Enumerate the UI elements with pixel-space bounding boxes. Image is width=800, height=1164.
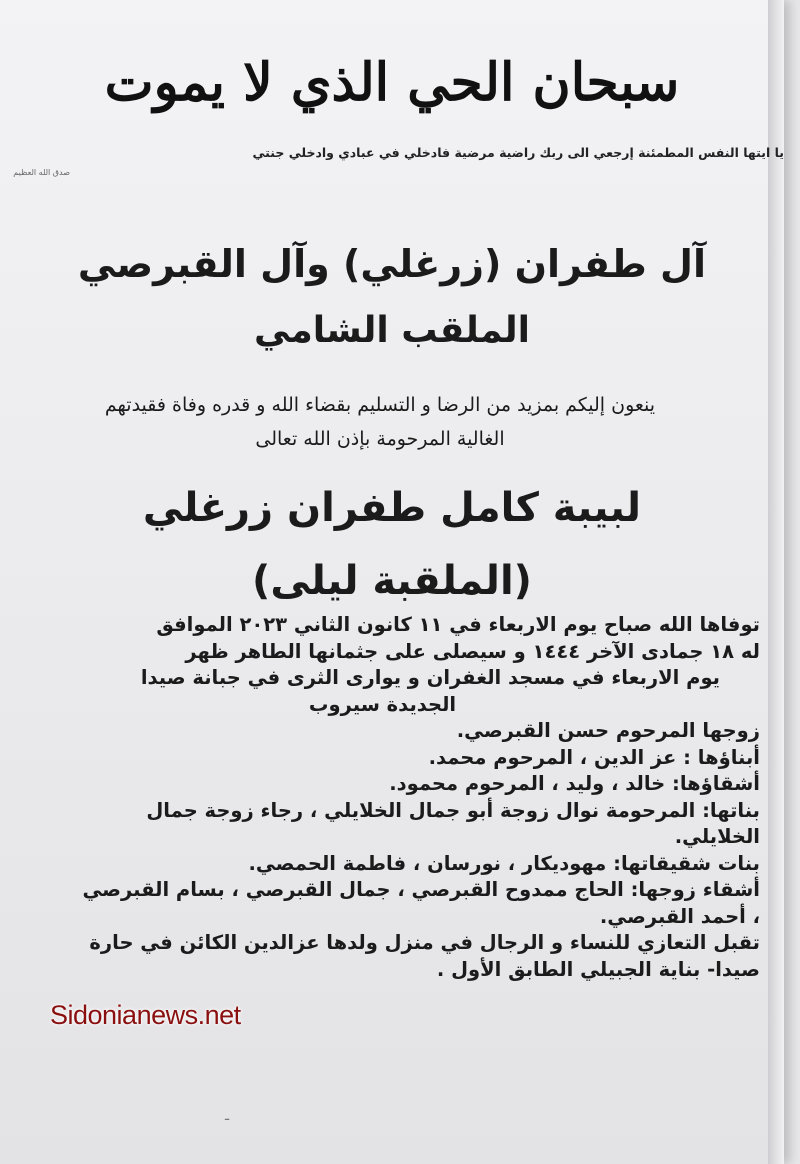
family-nickname: الملقب الشامي <box>254 310 530 351</box>
announcement-line-2: الغالية المرحومة بإذن الله تعالى <box>255 428 505 450</box>
family-title: آل طفران (زرغلي) وآل القبرصي <box>77 242 707 286</box>
calligraphy-header: سبحان الحي الذي لا يموت <box>104 52 680 113</box>
watermark: Sidonianews.net <box>50 1000 241 1030</box>
details-line-1: توفاها الله صباح يوم الاربعاء في ١١ كانون الثاني ٢٠٢٣ الموافق <box>156 613 760 636</box>
details-line-4: الجديدة سيروب <box>308 692 457 716</box>
daughters-line: بناتها: المرحومة نوال زوجة أبو جمال الخلايلي ، رجاء زوجة جمال الخلايلي. <box>146 798 760 848</box>
brothers-line: أشقاؤها: خالد ، وليد ، المرحوم محمود. <box>389 772 760 795</box>
obituary-body <box>70 612 760 983</box>
nieces-line: بنات شقيقاتها: مهوديكار ، نورسان ، فاطمة الحمصي. <box>248 851 760 875</box>
decorative-mark: ـ <box>225 1109 230 1124</box>
details-line-3: يوم الاربعاء في مسجد الغفران و يوارى الثرى في جبانة صيدا <box>140 666 720 689</box>
sons-line: أبناؤها : عز الدين ، المرحوم محمد. <box>428 745 760 769</box>
announcement <box>60 388 700 456</box>
details-line-2: له ١٨ جمادى الآخر ١٤٤٤ و سيصلى على جثمانها الطاهر ظهر <box>185 639 760 663</box>
verse-tail: صدق الله العظيم <box>13 168 70 177</box>
husband-line: زوجها المرحوم حسن القبرصي. <box>456 719 760 742</box>
condolences-line: تقبل التعازي للنساء و الرجال في منزل ولدها عزالدين الكائن في حارة صيدا- بناية الجبيلي الطابق الأول . <box>89 931 760 981</box>
deceased-name: لبيبة كامل طفران زرغلي <box>142 485 642 531</box>
quran-verse: يا ايتها النفس المطمئنة إرجعي الى ربك راضية مرضية فادخلي في عبادي وادخلي جنتي <box>252 145 784 160</box>
deceased-alias: (الملقبة ليلى) <box>252 558 532 604</box>
husband-brothers-line: أشقاء زوجها: الحاج ممدوح القبرصي ، جمال القبرصي ، بسام القبرصي ، أحمد القبرصي. <box>82 878 760 928</box>
announcement-line-1: ينعون إليكم بمزيد من الرضا و التسليم بقضاء الله و قدره وفاة فقيدتهم <box>104 394 656 416</box>
